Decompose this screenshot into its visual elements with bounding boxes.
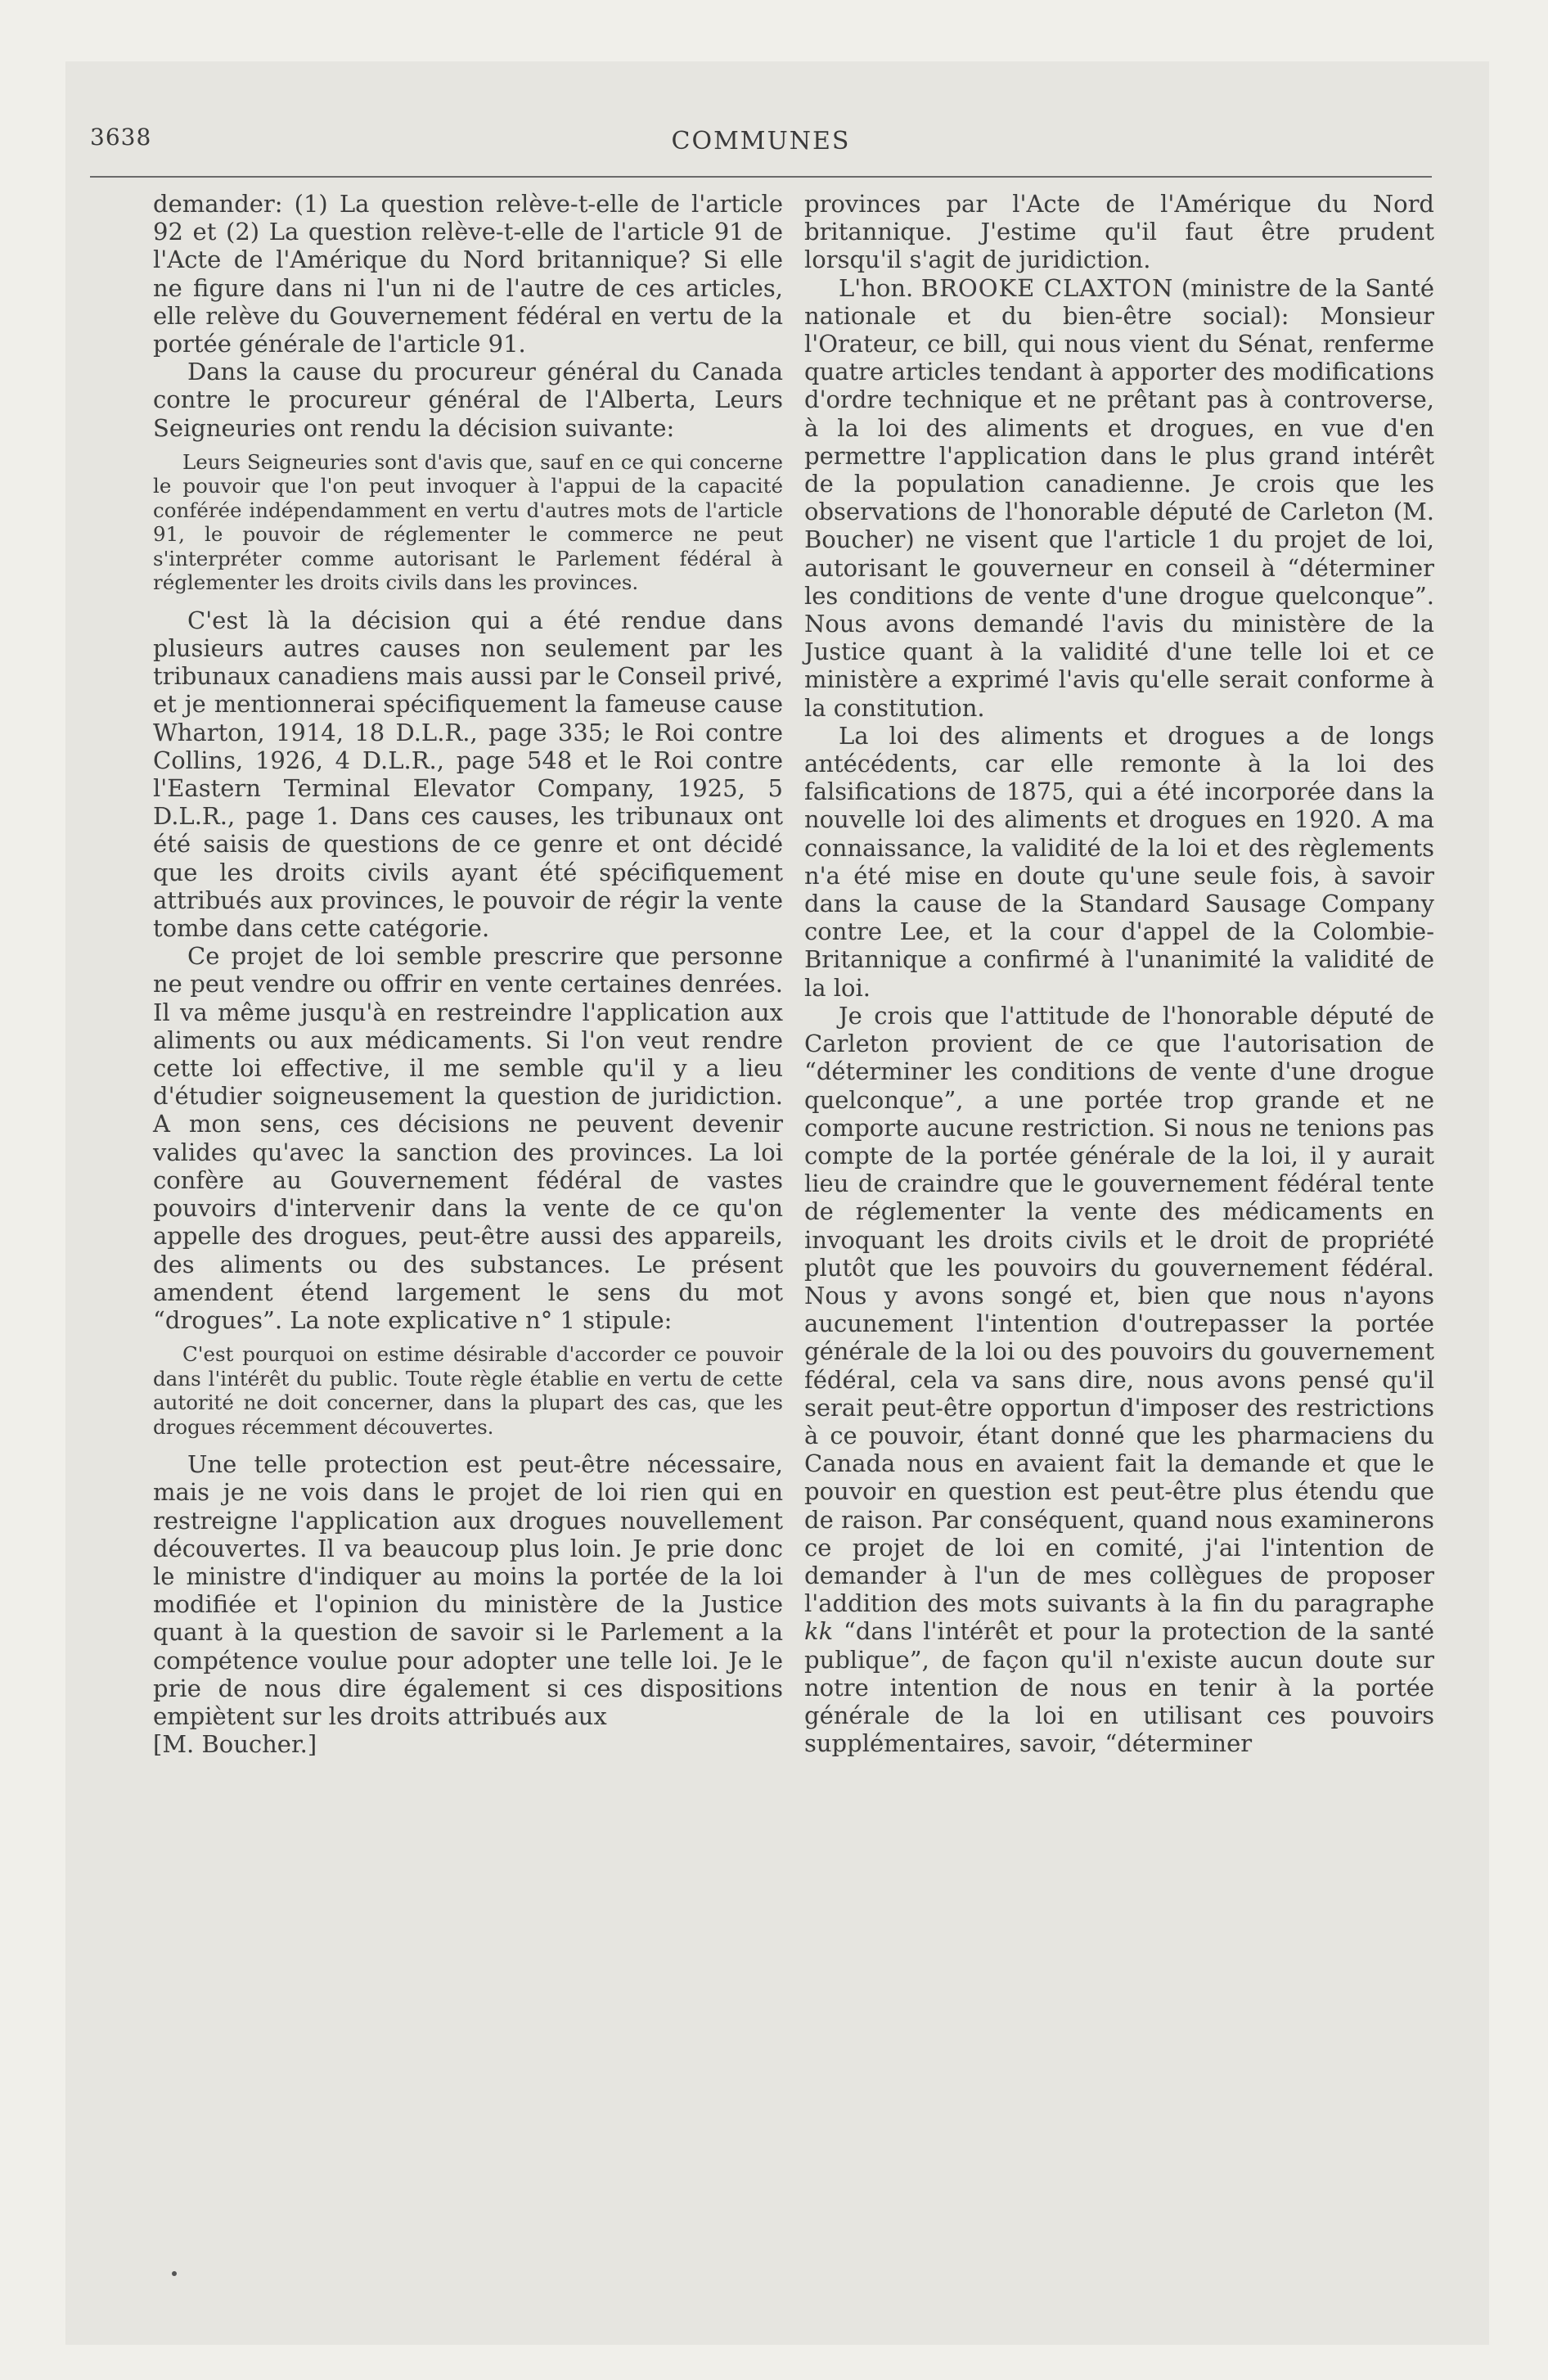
speaker-name: BROOKE CLAXTON xyxy=(920,273,1174,302)
speck-mark xyxy=(172,2271,177,2276)
paragraph: Dans la cause du procureur général du Canada contre le procureur général de l'Alberta, Leurs Seigneuries ont rendu la décision suivante: xyxy=(153,358,783,442)
header-rule xyxy=(90,176,1432,178)
speaker-prefix: L'hon. xyxy=(839,273,921,302)
paragraph: Une telle protection est peut-être nécessaire, mais je ne vois dans le projet de loi rien qui en restreigne l'application aux drogues nouvellement découvertes. Il va beaucoup plus loin. Je prie donc le ministre d'indiquer au moins la portée de la loi modifiée et l'opinion du ministère de la Justice quant à la question de savoir si le Parlement a la compétence voulue pour adopter une telle loi. Je le prie de nous dire également si ces dispositions empiètent sur les droits attribués aux xyxy=(153,1450,783,1730)
quote-text: Leurs Seigneuries sont d'avis que, sauf en ce qui concerne le pouvoir que l'on peut invoquer à l'appui de la capacité conférée indépendamment en vertu d'autres mots de l'article 91, le pouvoir de réglementer le commerce ne peut s'interpréter comme autorisant le Parlement fédéral à réglementer les droits civils dans les provinces. xyxy=(153,449,783,595)
paragraph: provinces par l'Acte de l'Amérique du Nord britannique. J'estime qu'il faut être prudent lorsqu'il s'agit de juridiction. xyxy=(804,190,1434,274)
page-number: 3638 xyxy=(90,124,152,151)
speaker-attribution: [M. Boucher.] xyxy=(153,1730,317,1759)
block-quote xyxy=(153,450,783,595)
page-header xyxy=(90,119,1432,168)
paragraph: La loi des aliments et drogues a de longs antécédents, car elle remonte à la loi des falsifications de 1875, qui a été incorporée dans la nouvelle loi des aliments et drogues en 1920. A ma connaissance, la validité de la loi et des règlements n'a été mise en doute qu'une seule fois, à savoir dans la cause de la Standard Sausage Company contre Lee, et la cour d'appel de la Colombie-Britannique a confirmé à l'unanimité la validité de la loi. xyxy=(804,721,1434,1002)
paragraph: C'est là la décision qui a été rendue dans plusieurs autres causes non seulement par les tribunaux canadiens mais aussi par le Conseil privé, et je mentionnerai spécifiquement la fameuse cause Wharton, 1914, 18 D.L.R., page 335; le Roi contre Collins, 1926, 4 D.L.R., page 548 et le Roi contre l'Eastern Terminal Elevator Company, 1925, 5 D.L.R., page 1. Dans ces causes, les tribunaux ont été saisis de questions de ce genre et ont décidé que les droits civils ayant été spécifiquement attribués aux provinces, le pouvoir de régir la vente tombe dans cette catégorie. xyxy=(153,606,783,943)
paragraph xyxy=(804,1002,1434,1757)
running-head: COMMUNES xyxy=(671,127,851,156)
paragraph: Ce projet de loi semble prescrire que personne ne peut vendre ou offrir en vente certaines denrées. Il va même jusqu'à en restreindre l'application aux aliments ou aux médicaments. Si l'on veut rendre cette loi effective, il me semble qu'il y a lieu d'étudier soigneusement la question de juridiction. A mon sens, ces décisions ne peuvent devenir valides qu'avec la sanction des provinces. La loi confère au Gouvernement fédéral de vastes pouvoirs d'intervenir dans la vente de ce qu'on appelle des drogues, peut-être aussi des appareils, des aliments ou des substances. Le présent amendent étend largement le sens du mot “drogues”. La note explicative n° 1 stipule: xyxy=(153,942,783,1334)
paragraph-text: “dans l'intérêt et pour la protection de la santé publique”, de façon qu'il n'existe aucun doute sur notre intention de nous en tenir à la portée générale de la loi en utilisant ces pouvoirs supplémentaires, savoir, “déterminer xyxy=(804,1617,1434,1758)
speaker-text: (ministre de la Santé nationale et du bien-être social): Monsieur l'Orateur, ce bill, qui nous vient du Sénat, renferme quatre articles tendant à apporter des modifications d'ordre technique et ne prêtant pas à controverse, à la loi des aliments et drogues, en vue d'en permettre l'application dans le plus grand intérêt de la population canadienne. Je crois que les observations de l'honorable député de Carleton (M. Boucher) ne visent que l'article 1 du projet de loi, autorisant le gouverneur en conseil à “déterminer les conditions de vente d'une drogue quelconque”. Nous avons demandé l'avis du ministère de la Justice quant à la validité d'une telle loi et ce ministère a exprimé l'avis qu'elle serait conforme à la constitution. xyxy=(804,273,1435,722)
right-column xyxy=(804,190,1434,1757)
speaker-paragraph xyxy=(804,274,1434,722)
left-column xyxy=(153,190,783,1758)
block-quote xyxy=(153,1342,783,1439)
quote-text: C'est pourquoi on estime désirable d'accorder ce pouvoir dans l'intérêt du public. Toute règle établie en vertu de cette autorité ne doit concerner, dans la plupart des cas, que les drogues récemment découvertes. xyxy=(153,1342,783,1439)
paragraph-text: Je crois que l'attitude de l'honorable député de Carleton provient de ce que l'autorisation de “déterminer les conditions de vente d'une drogue quelconque”, a une portée trop grande et ne comporte aucune restriction. Si nous ne tenions pas compte de la portée générale de la loi, il y aurait lieu de craindre que le gouvernement fédéral tente de réglementer la vente des médicaments en invoquant les droits civils et le droit de propriété plutôt que les pouvoirs du gouvernement fédéral. Nous y avons songé et, bien que nous n'ayons aucunement l'intention d'outrepasser la portée générale de la loi ou des pouvoirs du gouvernement fédéral, cela va sans dire, nous avons pensé qu'il serait peut-être opportun d'imposer des restrictions à ce pouvoir, étant donné que les pharmaciens du Canada nous en avaient fait la demande et que le pouvoir en question est peut-être plus étendu que de raison. Par conséquent, quand nous examinerons ce projet de loi en comité, j'ai l'intention de demander à l'un de mes collègues de proposer l'addition des mots suivants à la fin du paragraphe xyxy=(804,1001,1434,1618)
paragraph-reference: kk xyxy=(804,1617,834,1646)
paragraph: demander: (1) La question relève-t-elle de l'article 92 et (2) La question relève-t-elle de l'article 91 de l'Acte de l'Amérique du Nord britannique? Si elle ne figure dans ni l'un ni de l'autre de ces articles, elle relève du Gouvernement fédéral en vertu de la portée générale de l'article 91. xyxy=(153,190,783,358)
